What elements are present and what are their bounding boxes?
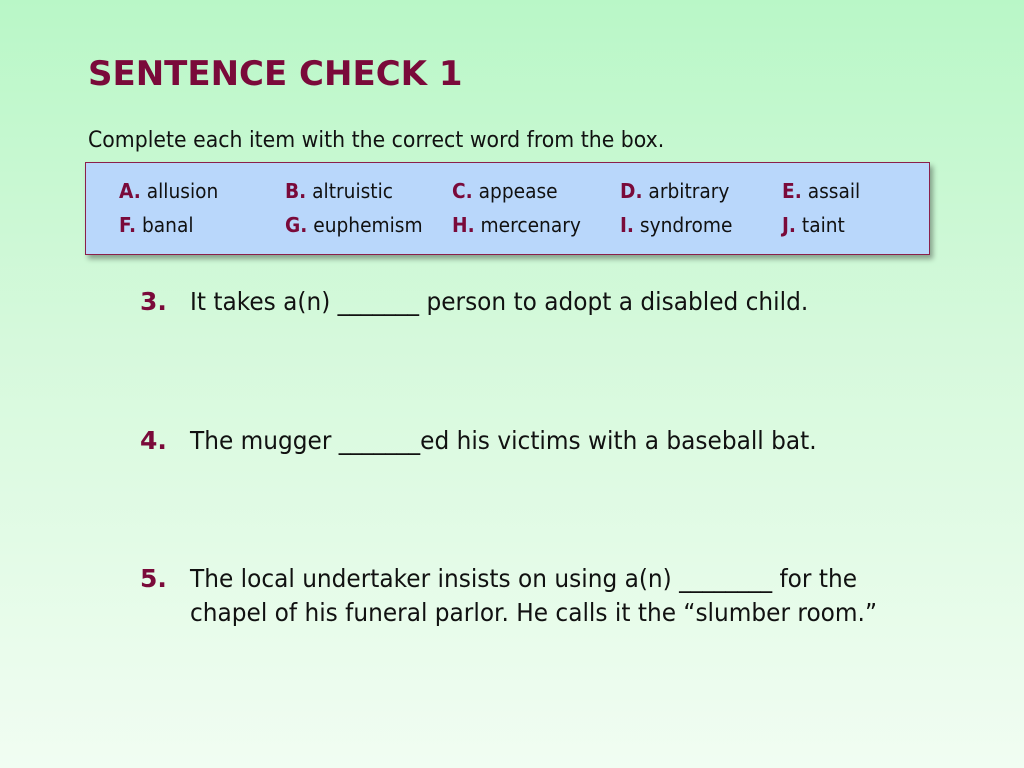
option-letter: G.: [285, 213, 308, 237]
option-word: taint: [801, 213, 845, 237]
option-letter: B.: [285, 179, 307, 203]
option-letter: I.: [620, 213, 634, 237]
word-option-g: [285, 213, 423, 237]
option-word: arbitrary: [648, 179, 730, 203]
option-word: allusion: [146, 179, 219, 203]
option-word: mercenary: [480, 213, 581, 237]
option-word: appease: [478, 179, 558, 203]
instruction-text: Complete each item with the correct word from the box.: [88, 128, 665, 153]
word-option-e: [782, 179, 860, 203]
option-letter: A.: [119, 179, 141, 203]
option-letter: C.: [452, 179, 473, 203]
word-box: [85, 162, 930, 255]
option-letter: F.: [119, 213, 137, 237]
item-text: It takes a(n) _______ person to adopt a disabled child.: [190, 287, 809, 316]
item-number: 3.: [140, 287, 167, 316]
word-option-i: [620, 213, 732, 237]
item-text: The local undertaker insists on using a(n) ________ for the chapel of his funeral parlor. He calls it the “slumber room.”: [190, 564, 877, 627]
option-word: assail: [807, 179, 861, 203]
word-option-b: [285, 179, 393, 203]
word-option-j: [782, 213, 845, 237]
option-word: banal: [141, 213, 194, 237]
option-letter: D.: [620, 179, 643, 203]
item-number: 5.: [140, 564, 167, 593]
item-text: The mugger _______ed his victims with a baseball bat.: [190, 426, 817, 455]
word-option-a: [119, 179, 218, 203]
option-word: euphemism: [313, 213, 423, 237]
word-option-h: [452, 213, 581, 237]
option-letter: J.: [782, 213, 796, 237]
option-word: altruistic: [312, 179, 394, 203]
word-option-d: [620, 179, 729, 203]
option-letter: H.: [452, 213, 475, 237]
word-option-f: [119, 213, 194, 237]
slide-title: SENTENCE CHECK 1: [88, 54, 463, 94]
option-word: syndrome: [639, 213, 733, 237]
word-option-c: [452, 179, 558, 203]
option-letter: E.: [782, 179, 802, 203]
item-number: 4.: [140, 426, 167, 455]
